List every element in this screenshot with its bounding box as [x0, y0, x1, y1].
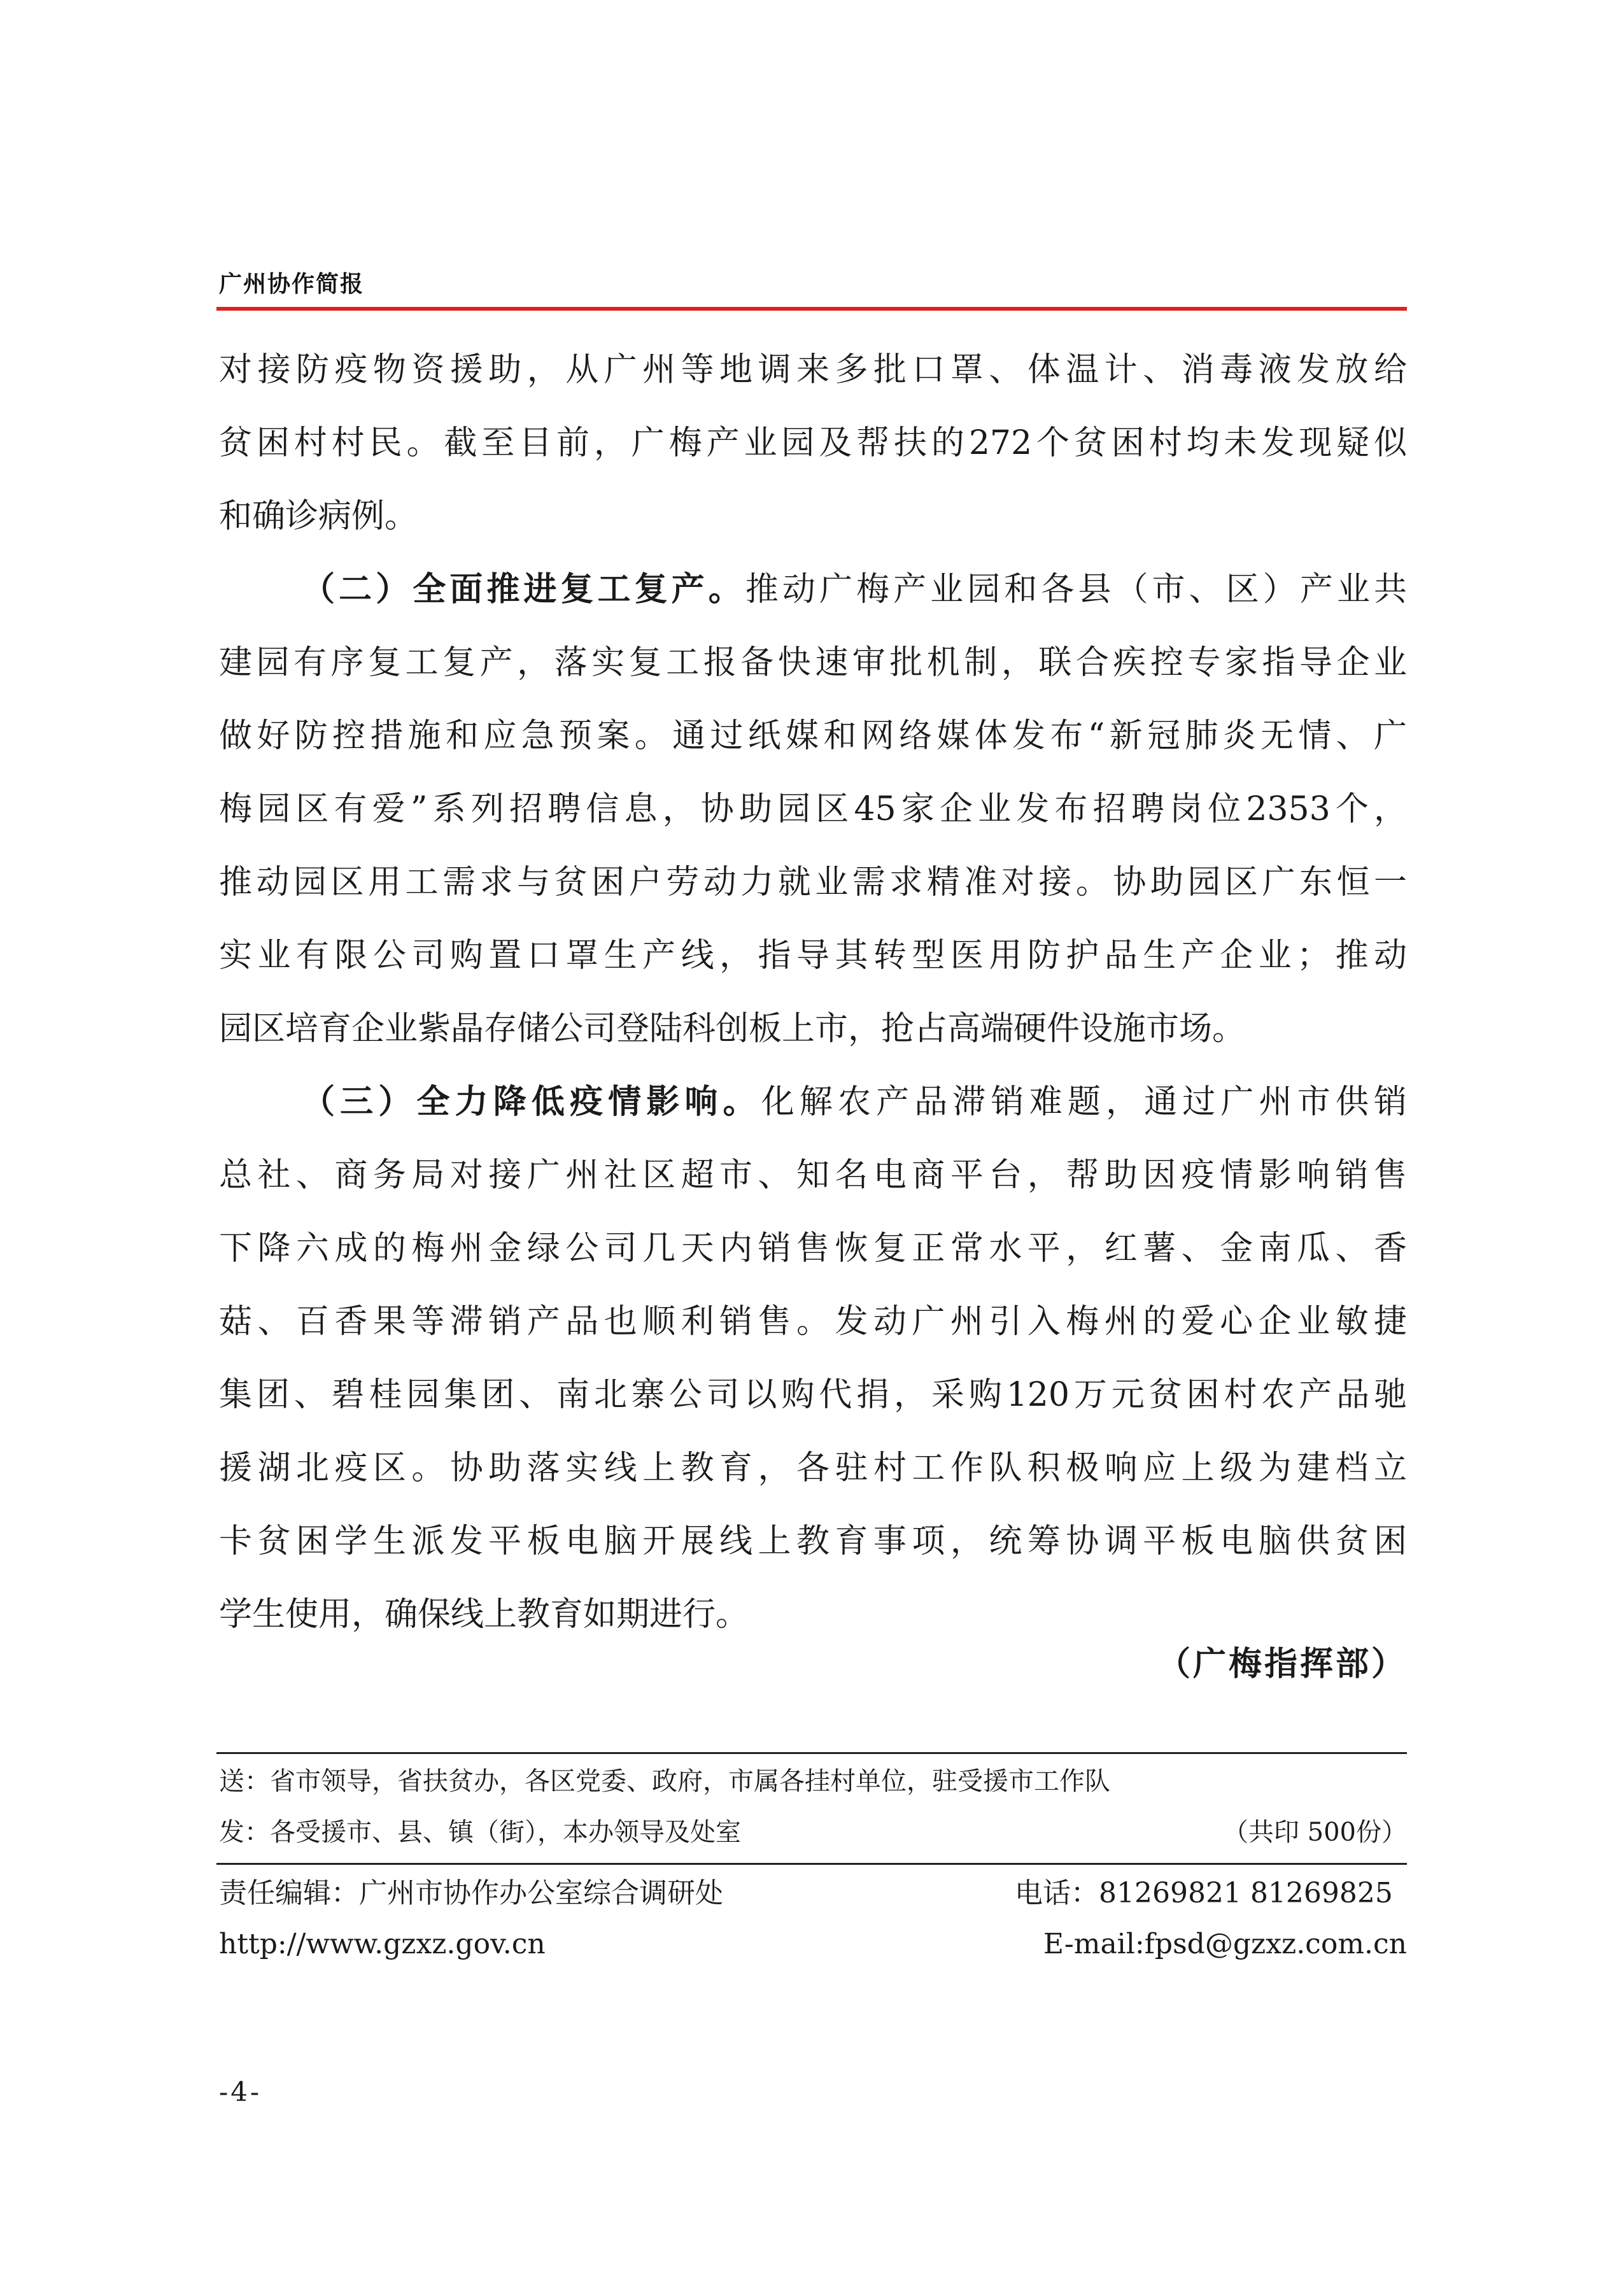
paragraph3-line-4: 菇、百香果等滞销产品也顺利销售。发动广州引入梅州的爱心企业敏捷 — [219, 1303, 1407, 1341]
paragraph3-line-3: 下降六成的梅州金绿公司几天内销售恢复正常水平，红薯、金南瓜、香 — [219, 1229, 1407, 1268]
paragraph2-line-4: 梅园区有爱”系列招聘信息，协助园区45家企业发布招聘岗位2353个， — [219, 790, 1407, 828]
author-signature: （广梅指挥部） — [1157, 1645, 1407, 1683]
distribute-to-line: 发：各受援市、县、镇（街），本办领导及处室 — [219, 1818, 741, 1847]
paragraph3-line-5: 集团、碧桂园集团、南北寨公司以购代捐，采购120万元贫困村农产品驰 — [219, 1376, 1407, 1414]
paragraph3-heading: （三）全力降低疫情影响。 — [302, 1083, 761, 1121]
print-count: （共印 500份） — [1222, 1818, 1407, 1847]
paragraph2-line-3: 做好防控措施和应急预案。通过纸媒和网络媒体发布“新冠肺炎无情、广 — [219, 717, 1407, 755]
paragraph1-line-2: 贫困村村民。截至目前，广梅产业园及帮扶的272个贫困村均未发现疑似 — [219, 424, 1407, 462]
bulletin-title: 广州协作简报 — [219, 271, 365, 297]
send-to-line: 送：省市领导，省扶贫办，各区党委、政府，市属各挂村单位，驻受援市工作队 — [219, 1767, 1110, 1796]
paragraph1-line-1: 对接防疫物资援助，从广州等地调来多批口罩、体温计、消毒液发放给 — [219, 351, 1407, 389]
paragraph3-line-7: 卡贫困学生派发平板电脑开展线上教育事项，统筹协调平板电脑供贫困 — [219, 1522, 1407, 1560]
paragraph3-line-8: 学生使用，确保线上教育如期进行。 — [219, 1595, 749, 1634]
page-number: -4- — [219, 2076, 262, 2107]
editor-line: 责任编辑：广州市协作办公室综合调研处 — [219, 1877, 723, 1909]
paragraph1-line-3: 和确诊病例。 — [219, 497, 418, 535]
paragraph3-line-1-text: 化解农产品滞销难题，通过广州市供销 — [761, 1083, 1407, 1121]
phone-line: 电话：81269821 81269825 — [1015, 1877, 1393, 1909]
website-link[interactable]: http://www.gzxz.gov.cn — [219, 1928, 546, 1960]
paragraph2-line-1 — [302, 564, 1407, 615]
email-link[interactable]: E-mail:fpsd@gzxz.com.cn — [1043, 1928, 1407, 1960]
footer-top-rule — [216, 1752, 1407, 1754]
paragraph2-line-6: 实业有限公司购置口罩生产线，指导其转型医用防护品生产企业；推动 — [219, 937, 1407, 975]
footer-middle-rule — [216, 1863, 1407, 1865]
paragraph2-line-1-text: 推动广梅产业园和各县（市、区）产业共 — [745, 570, 1407, 609]
paragraph3-line-2: 总社、商务局对接广州社区超市、知名电商平台，帮助因疫情影响销售 — [219, 1156, 1407, 1194]
paragraph2-line-7: 园区培育企业紫晶存储公司登陆科创板上市，抢占高端硬件设施市场。 — [219, 1010, 1246, 1048]
paragraph2-line-5: 推动园区用工需求与贫困户劳动力就业需求精准对接。协助园区广东恒一 — [219, 863, 1407, 902]
header-red-rule — [216, 307, 1407, 311]
paragraph3-line-1 — [302, 1077, 1407, 1128]
paragraph2-heading: （二）全面推进复工复产。 — [302, 570, 745, 609]
paragraph3-line-6: 援湖北疫区。协助落实线上教育，各驻村工作队积极响应上级为建档立 — [219, 1449, 1407, 1487]
paragraph2-line-2: 建园有序复工复产，落实复工报备快速审批机制，联合疾控专家指导企业 — [219, 644, 1407, 682]
